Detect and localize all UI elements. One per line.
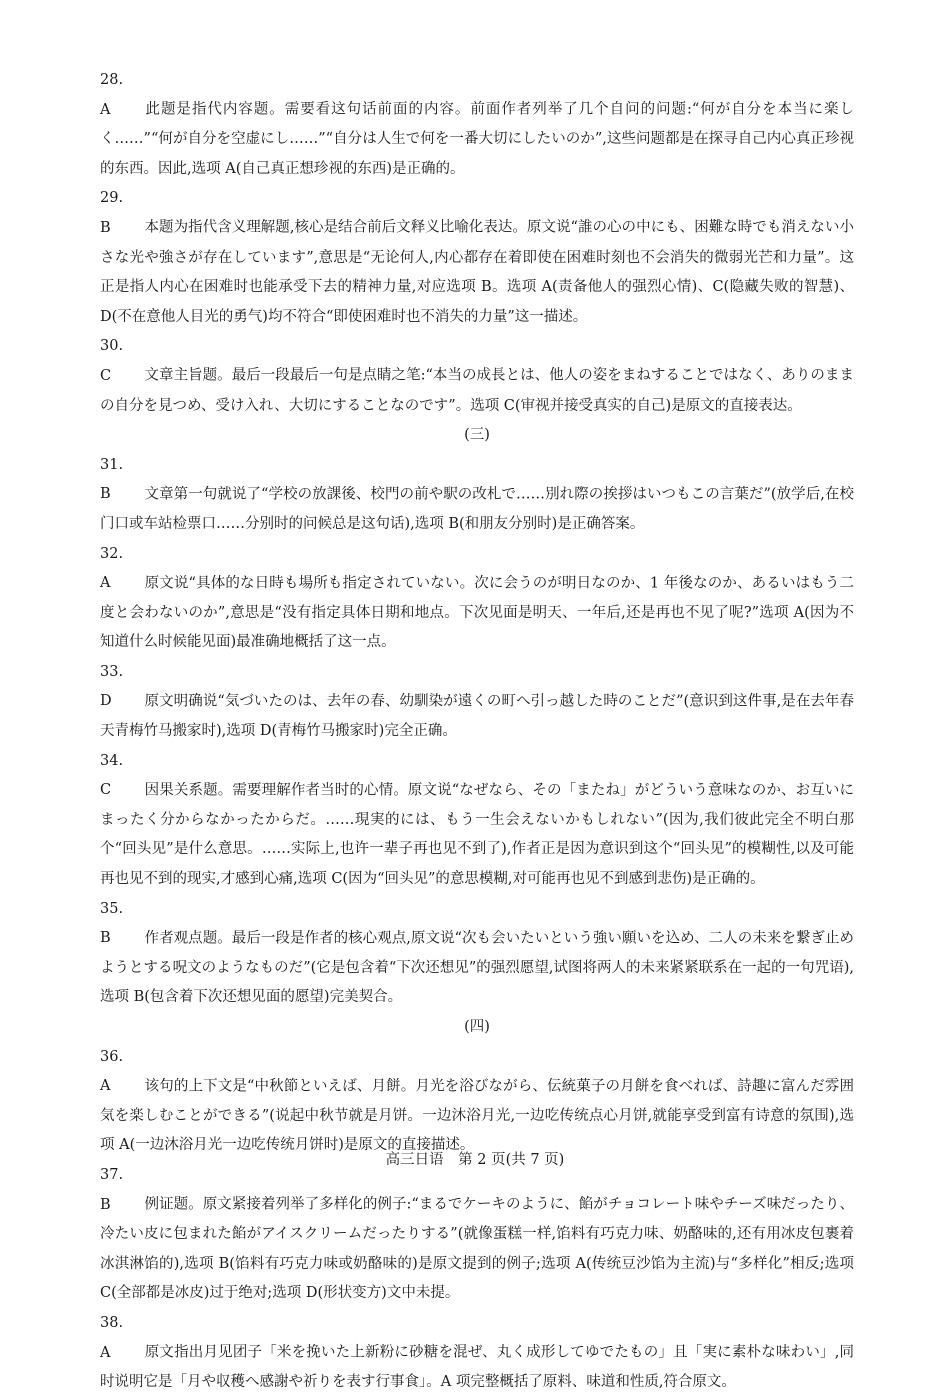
item-number: 31. B: [100, 456, 124, 503]
item-text: 因果关系题。需要理解作者当时的心情。原文说“なぜなら、その「またね」がどういう意味なのか、お互いにまったく分からなかったからだ。……現実的には、もう一生会えないかもしれない”(因为,我们彼此完全不明白那个“回头见”是什么意思。……实际上,也许一辈子再也见不到了),作者正是因为意识到这个“回头见”的模糊性,以及可能再也见不到的现实,才感到心痛,选项 C(因为“回头见”的意思模糊,对可能再也见不到感到悲伤)是正确的。: [100, 782, 854, 888]
item-number: 38. A: [100, 1314, 124, 1361]
item-number: 36. A: [100, 1048, 124, 1095]
answer-item-38: [100, 1309, 854, 1398]
item-number: 30. C: [100, 338, 124, 384]
item-number: 28. A: [100, 72, 124, 118]
answer-item-32: [100, 540, 854, 658]
item-number: 34. C: [100, 752, 124, 799]
item-text: 原文指出月见团子「米を挽いた上新粉に砂糖を混ぜ、丸く成形してゆでたもの」且「実に素朴な味わい」,同时说明它是「月や収穫へ感謝や祈りを表す行事食」。A 项完整概括了原料、味道和性质,符合原文。: [100, 1344, 854, 1391]
item-text: 原文明确说“気づいたのは、去年の春、幼馴染が遠くの町へ引っ越した時のことだ”(意识到这件事,是在去年春天青梅竹马搬家时),选项 D(青梅竹马搬家时)完全正确。: [100, 693, 854, 740]
item-text: 文章主旨题。最后一段最后一句是点睛之笔:“本当の成長とは、他人の姿をまねすることではなく、ありのままの自分を見つめ、受け入れ、大切にすることなのです”。选项 C(审视并接受真实的自己)是原文的直接表达。: [100, 367, 854, 414]
section-heading-4: (四): [464, 1019, 490, 1035]
answer-item-30: [100, 332, 854, 421]
answer-item-33: [100, 658, 854, 747]
item-number: 33. D: [100, 663, 124, 710]
item-text: 原文说“具体的な日時も場所も指定されていない。次に会うのが明日なのか、1 年後なのか、あるいはもう二度と会わないのか”,意思是“没有指定具体日期和地点。下次见面是明天、一年后,还是再也不见了呢?”选项 A(因为不知道什么时候能见面)最准确地概括了这一点。: [100, 575, 854, 651]
item-text: 例证题。原文紧接着列举了多样化的例子:“まるでケーキのように、餡がチョコレート味やチーズ味だったり、冷たい皮に包まれた餡がアイスクリームだったりする”(就像蛋糕一样,馅料有巧克力味、奶酪味的,还有用冰皮包裹着冰淇淋馅的),选项 B(馅料有巧克力味或奶酪味的)是原文提到的例子;选项 A(传统豆沙馅为主流)与“多样化”相反;选项 C(全部都是冰皮)过于绝对;选项 D(形状变方)文中未提。: [100, 1196, 854, 1302]
answer-item-34: [100, 747, 854, 895]
answer-item-37: [100, 1161, 854, 1309]
item-text: 作者观点题。最后一段是作者的核心观点,原文说“次も会いたいという強い願いを込め、二人の未来を繋ぎ止めようとする呪文のようなものだ”(它是包含着“下次还想见”的强烈愿望,试图将两人的未来紧紧联系在一起的一句咒语),选项 B(包含着下次还想见面的愿望)完美契合。: [100, 930, 854, 1006]
section-heading-3: (三): [464, 427, 490, 444]
item-number: 35. B: [100, 900, 124, 947]
answer-item-29: [100, 184, 854, 332]
answer-item-35: [100, 895, 854, 1013]
answer-item-28: [100, 66, 854, 184]
item-text: 该句的上下文是“中秋節といえば、月餅。月光を浴びながら、伝統菓子の月餅を食べれば、詩趣に富んだ雰囲気を楽しむことができる”(说起中秋节就是月饼。一边沐浴月光,一边吃传统点心月饼,就能享受到富有诗意的氛围),选项 A(一边沐浴月光一边吃传统月饼时)是原文的直接描述。: [100, 1078, 854, 1154]
item-number: 32. A: [100, 545, 124, 592]
item-text: 本题为指代含义理解题,核心是结合前后文释义比喻化表达。原文说“誰の心の中にも、困難な時でも消えない小さな光や強さが存在しています”,意思是“无论何人,内心都存在着即使在困难时刻也不会消失的微弱光芒和力量”。这正是指人内心在困难时也能承受下去的精神力量,对应选项 B。选项 A(责备他人的强烈心情)、C(隐藏失败的智慧)、D(不在意他人目光的勇气)均不符合“即使困难时也不消失的力量”这一描述。: [100, 219, 854, 325]
item-number: 37. B: [100, 1166, 124, 1213]
item-text: 此题是指代内容题。需要看这句话前面的内容。前面作者列举了几个自问的问题:“何が自分を本当に楽しく……”“何が自分を空虚にし……”“自分は人生で何を一番大切にしたいのか”,这些问题都是在探寻自己内心真正珍视的东西。因此,选项 A(自己真正想珍视的东西)是正确的。: [100, 101, 854, 177]
answer-item-31: [100, 451, 854, 540]
item-text: 文章第一句就说了“学校の放課後、校門の前や駅の改札で……別れ際の挨拶はいつもこの言葉だ”(放学后,在校门口或车站检票口……分别时的问候总是这句话),选项 B(和朋友分别时)是正确答案。: [100, 486, 854, 532]
answer-content: [100, 66, 854, 1398]
page-footer: 高三日语 第 2 页(共 7 页): [385, 1152, 565, 1168]
answer-item-36: [100, 1043, 854, 1161]
item-number: 29. B: [100, 190, 124, 236]
